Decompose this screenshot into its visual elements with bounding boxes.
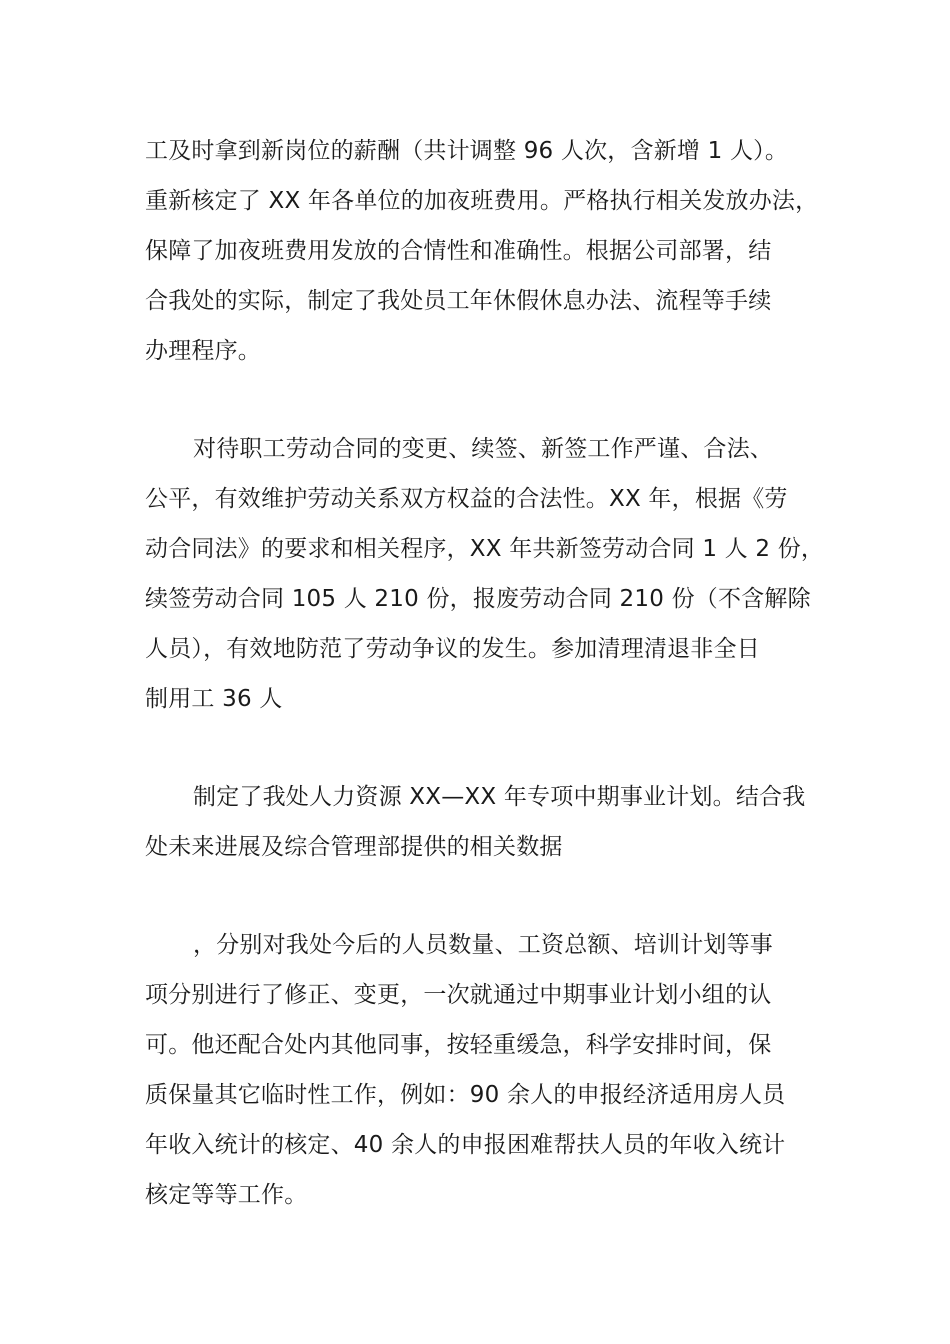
paragraph-1-line-1: 工及时拿到新岗位的薪酬（共计调整 96 人次，含新增 1 人）。 <box>145 138 789 164</box>
paragraph-2-line-5: 人员），有效地防范了劳动争议的发生。参加清理清退非全日 <box>145 636 760 662</box>
paragraph-1-line-4: 合我处的实际，制定了我处员工年休假休息办法、流程等手续 <box>145 288 772 314</box>
paragraph-4-line-5: 年收入统计的核定、40 余人的申报困难帮扶人员的年收入统计 <box>145 1132 786 1158</box>
paragraph-2-line-1: 对待职工劳动合同的变更、续签、新签工作严谨、合法、 <box>193 436 773 462</box>
paragraph-2-line-4: 续签劳动合同 105 人 210 份，报废劳动合同 210 份（不含解除 <box>145 586 811 612</box>
paragraph-2-line-3: 动合同法》的要求和相关程序，XX 年共新签劳动合同 1 人 2 份， <box>145 536 825 562</box>
paragraph-4-line-1: ，分别对我处今后的人员数量、工资总额、培训计划等事 <box>193 932 773 958</box>
paragraph-1-line-5: 办理程序。 <box>145 338 261 364</box>
paragraph-1-line-3: 保障了加夜班费用发放的合情性和准确性。根据公司部署，结 <box>145 238 772 264</box>
paragraph-4-line-6: 核定等等工作。 <box>145 1182 308 1208</box>
paragraph-1-line-2: 重新核定了 XX 年各单位的加夜班费用。严格执行相关发放办法， <box>145 188 819 214</box>
paragraph-4-line-2: 项分别进行了修正、变更，一次就通过中期事业计划小组的认 <box>145 982 772 1008</box>
paragraph-3-line-2: 处未来进展及综合管理部提供的相关数据 <box>145 834 563 860</box>
paragraph-2-line-2: 公平，有效维护劳动关系双方权益的合法性。XX 年，根据《劳 <box>145 486 788 512</box>
paragraph-3-line-1: 制定了我处人力资源 XX—XX 年专项中期事业计划。结合我 <box>193 784 806 810</box>
paragraph-4-line-4: 质保量其它临时性工作，例如：90 余人的申报经济适用房人员 <box>145 1082 786 1108</box>
paragraph-2-line-6: 制用工 36 人 <box>145 686 283 712</box>
paragraph-4-line-3: 可。他还配合处内其他同事，按轻重缓急，科学安排时间，保 <box>145 1032 772 1058</box>
